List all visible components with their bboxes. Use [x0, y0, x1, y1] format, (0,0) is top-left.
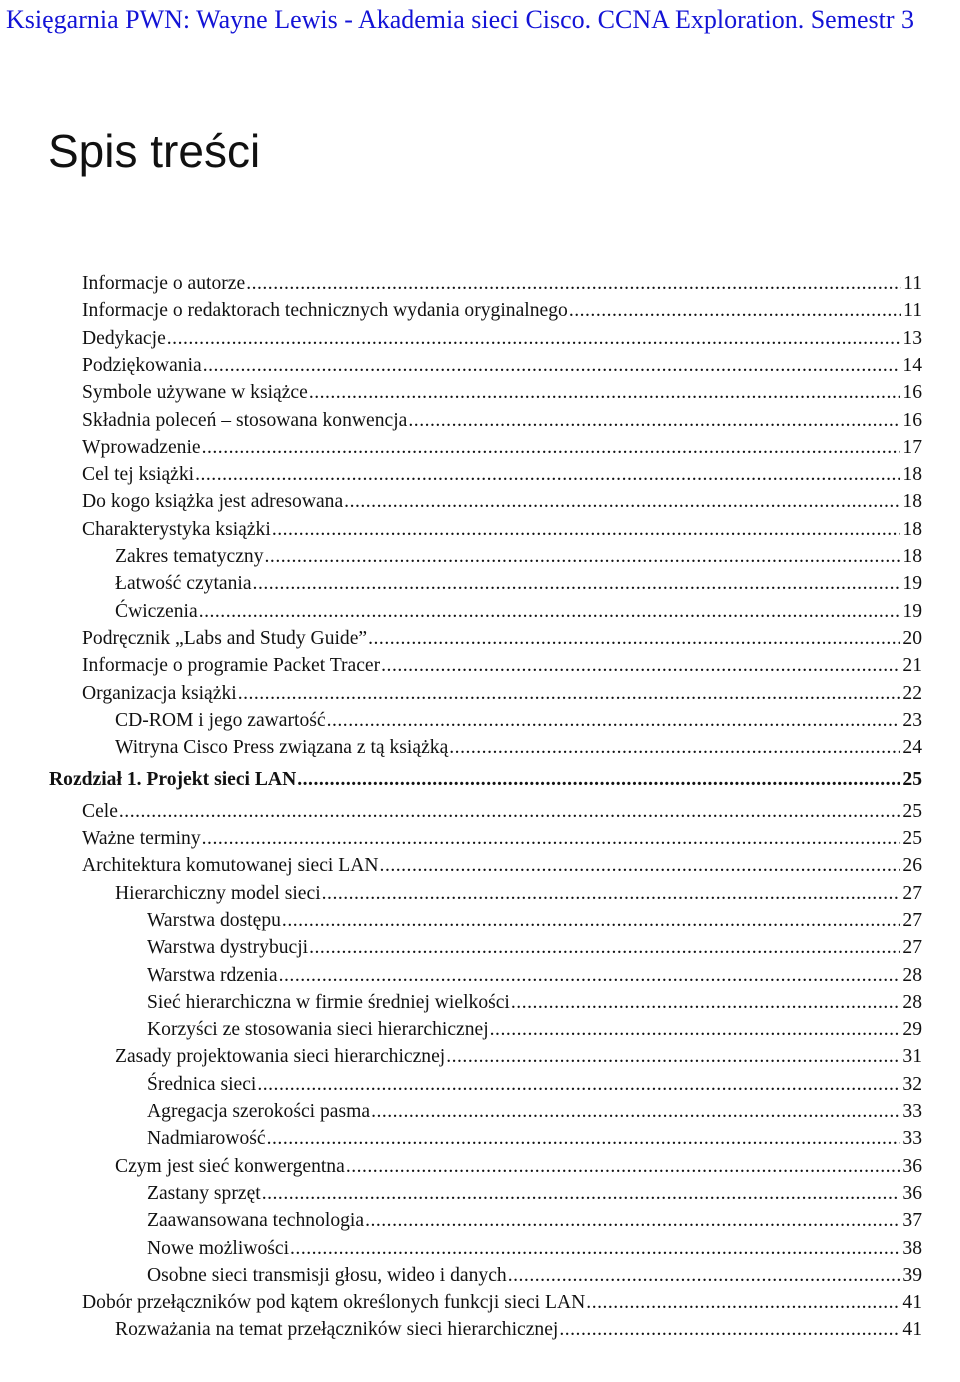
toc-dot-leader [511, 989, 901, 1016]
toc-entry-title: Sieć hierarchiczna w firmie średniej wielkości [147, 991, 510, 1013]
toc-page-number: 11 [903, 273, 922, 294]
toc-page-number: 16 [902, 409, 922, 431]
toc-entry-title: Zakres tematyczny [115, 546, 264, 567]
toc-page-number: 24 [902, 737, 922, 759]
toc-entry [115, 880, 922, 907]
toc-entry-title: Warstwa dystrybucji [147, 937, 309, 959]
toc-dot-leader [279, 962, 901, 989]
toc-page-number: 23 [902, 709, 922, 731]
toc-entry-title: Hierarchiczny model sieci [115, 882, 321, 904]
toc-entry [82, 852, 922, 879]
toc-entry [115, 734, 922, 761]
toc-entry-title: Warstwa rdzenia [147, 964, 278, 986]
toc-page-number: 36 [902, 1155, 922, 1177]
toc-entry-title: Podręcznik „Labs and Study Guide” [82, 627, 368, 649]
toc-entry [82, 325, 922, 352]
toc-dot-leader [446, 1043, 900, 1070]
toc-page-number: 27 [902, 909, 922, 931]
toc-page-number: 37 [902, 1210, 922, 1232]
toc-dot-leader [297, 766, 900, 793]
toc-dot-leader [309, 934, 900, 961]
toc-entry [82, 379, 922, 406]
toc-dot-leader [408, 407, 900, 434]
toc-page-number: 36 [902, 1182, 922, 1204]
toc-entry [82, 297, 922, 324]
toc-entry [115, 543, 922, 570]
toc-entry-title: Średnica sieci [147, 1073, 257, 1095]
toc-entry [82, 352, 922, 379]
toc-dot-leader [586, 1289, 900, 1316]
toc-dot-leader [257, 1071, 900, 1098]
toc-dot-leader [309, 379, 901, 406]
toc-entry-title: Warstwa dostępu [147, 909, 281, 931]
toc-dot-leader [327, 707, 901, 734]
toc-entry-title: Symbole używane w książce [82, 382, 308, 404]
toc-page-number: 22 [902, 682, 922, 704]
toc-entry-title: Informacje o autorze [82, 273, 246, 294]
toc-page-number: 14 [902, 354, 922, 376]
toc-entry [82, 461, 922, 488]
toc-page-number: 21 [902, 655, 922, 677]
toc-dot-leader [167, 325, 901, 352]
toc-entry [147, 1125, 922, 1152]
toc-entry-title: Cele [82, 800, 118, 822]
toc-entry-title: Dedykacje [82, 327, 166, 349]
toc-entry-title: Rozważania na temat przełączników sieci hierarchicznej [115, 1319, 559, 1341]
toc-page-number: 11 [903, 300, 922, 322]
toc-page-number: 26 [902, 855, 922, 877]
toc-dot-leader [290, 1235, 900, 1262]
toc-dot-leader [199, 598, 901, 625]
toc-entry-title: Wprowadzenie [82, 436, 201, 458]
toc-dot-leader [238, 680, 901, 707]
toc-dot-leader [449, 734, 900, 761]
toc-dot-leader [559, 1316, 900, 1343]
toc-entry [82, 407, 922, 434]
toc-entry-title: Ważne terminy [82, 828, 201, 849]
toc-page-number: 16 [902, 382, 922, 404]
toc-entry [82, 434, 922, 461]
toc-entry-title: Cel tej książki [82, 464, 195, 486]
toc-entry-title: Do kogo książka jest adresowana [82, 491, 344, 513]
toc-entry [147, 1016, 922, 1043]
toc-entry [49, 766, 922, 793]
toc-dot-leader [322, 880, 901, 907]
toc-entry-title: Nowe możliwości [147, 1237, 290, 1259]
toc-entry [147, 1207, 922, 1234]
toc-entry-title: Podziękowania [82, 354, 202, 376]
toc-entry-title: Ćwiczenia [115, 600, 198, 622]
toc-entry [147, 1071, 922, 1098]
toc-entry [82, 516, 922, 543]
toc-entry [147, 934, 922, 961]
toc-page-number: 13 [902, 327, 922, 349]
toc-entry-title: Osobne sieci transmisji głosu, wideo i danych [147, 1264, 507, 1286]
toc-page-number: 32 [902, 1073, 922, 1095]
toc-page-number: 33 [902, 1128, 922, 1150]
toc-entry [115, 570, 922, 597]
toc-entry-title: Składnia poleceń – stosowana konwencja [82, 409, 408, 431]
toc-page-number: 39 [902, 1264, 922, 1286]
toc-dot-leader [267, 1125, 901, 1152]
toc-dot-leader [202, 825, 901, 852]
toc-page-number: 41 [902, 1319, 922, 1341]
toc-dot-leader [381, 652, 900, 679]
toc-dot-leader [368, 625, 900, 652]
toc-entry [147, 907, 922, 934]
toc-entry-title: Nadmiarowość [147, 1128, 266, 1150]
toc-dot-leader [380, 852, 901, 879]
toc-entry [82, 825, 922, 852]
toc-entry-title: Zasady projektowania sieci hierarchicznej [115, 1046, 446, 1068]
toc-page-number: 41 [902, 1292, 922, 1314]
toc-dot-leader [272, 516, 901, 543]
toc-entry [82, 488, 922, 515]
toc-entry-title: Informacje o redaktorach technicznych wydania oryginalnego [82, 300, 568, 322]
toc-entry-title: Dobór przełączników pod kątem określonych funkcji sieci LAN [82, 1292, 586, 1314]
toc-dot-leader [508, 1262, 901, 1289]
toc-dot-leader [246, 270, 901, 297]
toc-dot-leader [490, 1016, 901, 1043]
toc-page-number: 18 [902, 546, 922, 567]
toc-dot-leader [569, 297, 901, 324]
toc-entry-title: Organizacja książki [82, 682, 237, 704]
toc-entry [82, 652, 922, 679]
toc-dot-leader [282, 907, 900, 934]
toc-dot-leader [119, 798, 901, 825]
toc-dot-leader [195, 461, 900, 488]
toc-entry [147, 962, 922, 989]
toc-page-number: 27 [902, 937, 922, 959]
toc-entry-title: Rozdział 1. Projekt sieci LAN [49, 769, 297, 791]
toc-entry-title: Architektura komutowanej sieci LAN [82, 855, 379, 877]
toc-page-number: 31 [902, 1046, 922, 1068]
toc-entry [147, 989, 922, 1016]
toc-entry-title: Witryna Cisco Press związana z tą książką [115, 737, 449, 759]
toc-dot-leader [371, 1098, 900, 1125]
toc-entry-title: Korzyści ze stosowania sieci hierarchicznej [147, 1019, 489, 1041]
toc-page-number: 33 [902, 1101, 922, 1122]
toc-page-number: 20 [902, 627, 922, 649]
toc-dot-leader [253, 570, 901, 597]
header-link[interactable]: Księgarnia PWN: Wayne Lewis - Akademia sieci Cisco. CCNA Exploration. Semestr 3 [6, 5, 914, 34]
toc-page-number: 18 [902, 491, 922, 513]
toc-entry [147, 1235, 922, 1262]
toc-entry [82, 798, 922, 825]
toc-page-number: 28 [902, 991, 922, 1013]
toc-dot-leader [344, 488, 900, 515]
toc-page-number: 19 [902, 573, 922, 595]
toc-entry-title: Agregacja szerokości pasma [147, 1101, 371, 1122]
toc-dot-leader [202, 434, 901, 461]
toc-page-number: 25 [902, 769, 922, 791]
toc-entry [147, 1098, 922, 1125]
toc-page-number: 28 [902, 964, 922, 986]
toc-entry-title: CD-ROM i jego zawartość [115, 709, 326, 731]
toc-entry-title: Charakterystyka książki [82, 518, 271, 540]
toc-page-number: 19 [902, 600, 922, 622]
toc-entry [82, 625, 922, 652]
toc-dot-leader [365, 1207, 900, 1234]
toc-entry [115, 707, 922, 734]
toc-dot-leader [203, 352, 901, 379]
toc-page-number: 38 [902, 1237, 922, 1259]
toc-entry-title: Łatwość czytania [115, 573, 252, 595]
toc-page-number: 25 [902, 800, 922, 822]
toc-page-number: 17 [902, 436, 922, 458]
toc-entry-title: Zaawansowana technologia [147, 1210, 365, 1232]
toc-page-number: 18 [902, 464, 922, 486]
toc-entry [147, 1180, 922, 1207]
toc-entry-title: Zastany sprzęt [147, 1182, 261, 1204]
toc-entry [115, 1316, 922, 1343]
toc-entry [115, 1153, 922, 1180]
toc-entry [82, 1289, 922, 1316]
toc-page-number: 18 [902, 518, 922, 540]
toc-entry [115, 598, 922, 625]
toc-page-number: 27 [902, 882, 922, 904]
toc-page-number: 29 [902, 1019, 922, 1041]
toc-dot-leader [265, 543, 901, 570]
toc-entry [82, 270, 922, 297]
page-title: Spis treści [48, 125, 261, 177]
toc-dot-leader [346, 1153, 901, 1180]
toc-page-number: 25 [902, 828, 922, 849]
toc-dot-leader [262, 1180, 901, 1207]
toc-entry-title: Informacje o programie Packet Tracer [82, 655, 381, 677]
toc-entry-title: Czym jest sieć konwergentna [115, 1155, 345, 1177]
toc-entry [115, 1043, 922, 1070]
toc-entry [147, 1262, 922, 1289]
toc-entry [82, 680, 922, 707]
